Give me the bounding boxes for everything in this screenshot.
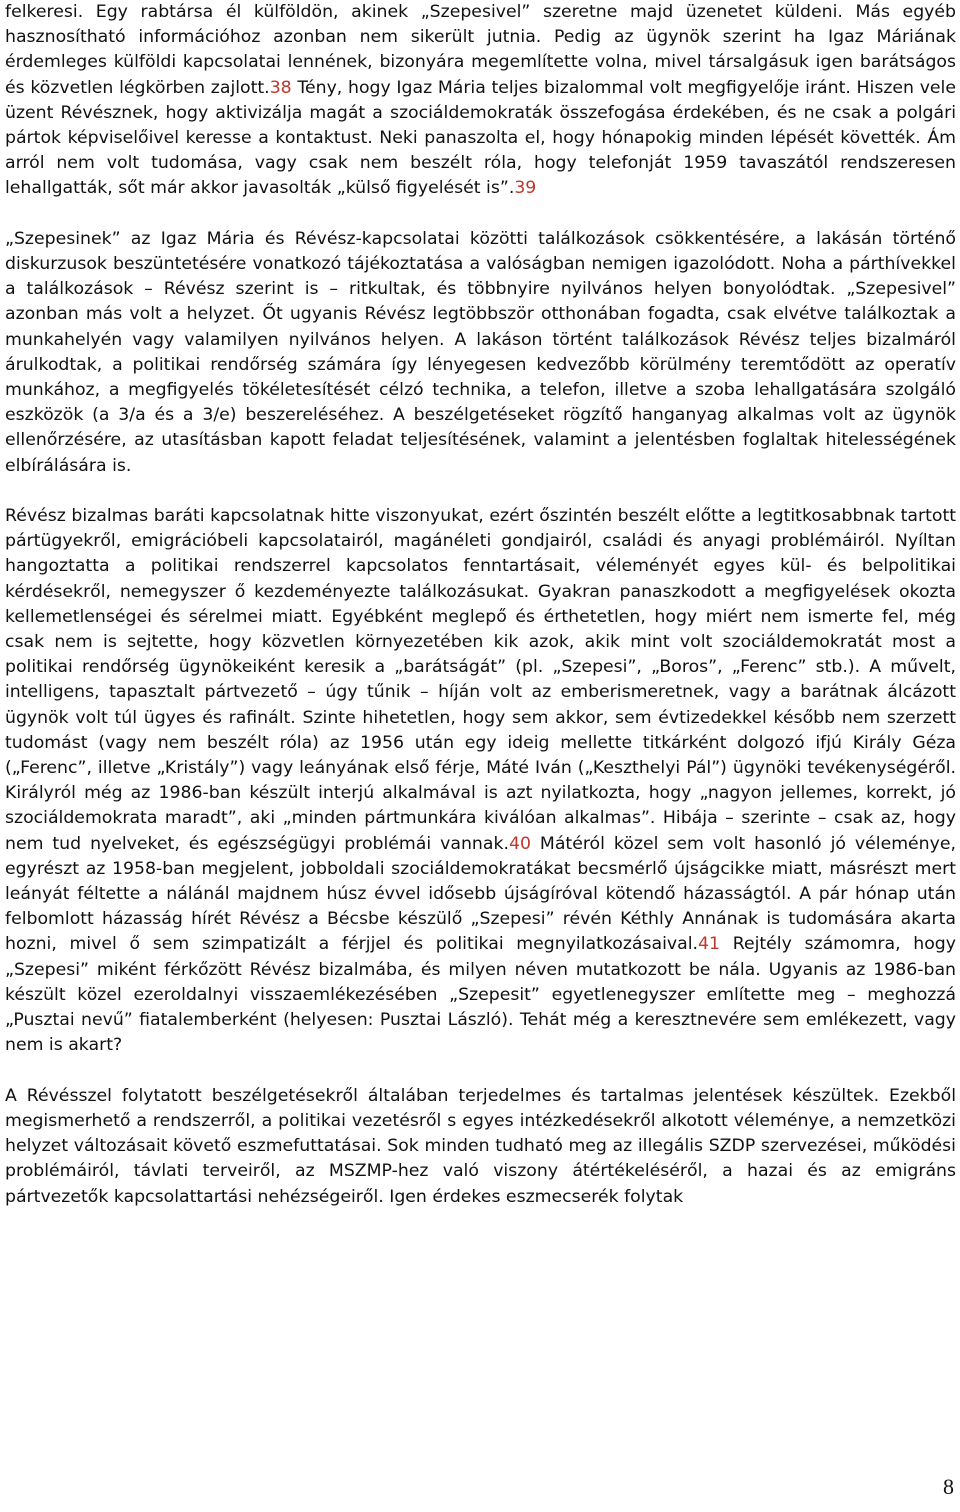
footnote-ref-38[interactable]: 38 — [269, 77, 292, 98]
footnote-ref-41[interactable]: 41 — [698, 934, 721, 955]
paragraph-gap — [5, 479, 956, 504]
paragraph-3-text-b: Mátéról közel sem volt hasonló jó véleménye, egyrészt az 1958-ban megjelent, jobboldali szociáldemokratákat becsmérlő újságcikke miatt, másrészt mert leányát féltette a nálánál majdnem húsz évvel idősebb újságíróval kötendő házasságtól. A pár hónap után felbomlott házasság hírét Révész a Bécsbe készülő „Szepesi” révén Kéthly Annának is tudomására akarta hozni, mivel ő sem szimpatizált a férjjel és politikai megnyilatkozásaival. — [5, 833, 956, 955]
paragraph-1 — [5, 0, 956, 202]
footnote-ref-39[interactable]: 39 — [514, 178, 537, 199]
paragraph-3 — [5, 504, 956, 1058]
paragraph-gap — [5, 202, 956, 227]
paragraph-1-text-b: Tény, hogy Igaz Mária teljes bizalommal volt megfigyelője iránt. Hiszen vele üzent Révésznek, hogy aktivizálja magát a szociáldemokraták összefogása érdekében, és ne csak a polgári pártok képviselőivel keresse a kontaktust. Neki panaszolta el, hogy hónapokig minden lépését követték. Ám arról nem volt tudomása, vagy csak nem beszélt róla, hogy telefonját 1959 tavaszától rendszeresen lehallgatták, sőt már akkor javasolták „külső figyelését is”. — [5, 77, 956, 199]
paragraph-4: A Révésszel folytatott beszélgetésekről általában terjedelmes és tartalmas jelentések készültek. Ezekből megismerhető a rendszerről, a politikai vezetésről s egyes intézkedésekről alkotott véleménye, a nemzetközi helyzet változásait követő eszmefuttatásai. Sok minden tudható meg az illegális SZDP szervezései, működési problémáiról, távlati terveiről, az MSZMP-hez való viszony átértékeléséről, a hazai és az emigráns pártvezetők kapcsolattartási nehézségeiről. Igen érdekes eszmecserék folytak — [5, 1085, 956, 1207]
page-number: 8 — [943, 1474, 954, 1499]
paragraph-3-text-c: Rejtély számomra, hogy „Szepesi” miként férkőzött Révész bizalmába, és milyen néven mutatkozott be nála. Ugyanis az 1986-ban készült közel ezeroldalnyi visszaemlékezésében „Szepesit” egyetlenegyszer említette meg – meghozzá „Pusztai nevű” fiatalemberként (helyesen: Pusztai László). Tehát még a keresztnevére sem emlékezett, vagy nem is akart? — [5, 934, 956, 1056]
paragraph-3-text-a: Révész bizalmas baráti kapcsolatnak hitte viszonyukat, ezért őszintén beszélt előtte a legtitkosabbnak tartott pártügyekről, emigrációbeli kapcsolatairól, magánéleti gondjairól, családi és anyagi problémáiról. Nyíltan hangoztatta a politikai rendszerrel kapcsolatos fenntartásait, véleményét egyes kül- és belpolitikai kérdésekről, nemegyszer ő kezdeményezte találkozásukat. Gyakran panaszkodott a megfigyelések okozta kellemetlenségei és sérelmei miatt. Egyébként meglepő és érthetetlen, hogy miért nem ismerte fel, még csak nem is sejtette, hogy közvetlen környezetében kik azok, akik mint volt szociáldemokratát most a politikai rendőrség ügynökeiként keresik a „barátságát” (pl. „Szepesi”, „Boros”, „Ferenc” stb.). A művelt, intelligens, tapasztalt pártvezető – úgy tűnik – híján volt az emberismeretnek, vagy a barátnak álcázott ügynök volt túl ügyes és rafinált. Szinte hihetetlen, hogy sem akkor, sem évtizedekkel később nem szerzett tudomást (vagy nem beszélt róla) az 1956 után egy ideig mellette titkárként dolgozó ifjú Király Géza („Ferenc”, illetve „Kristály”) vagy leányának első férje, Máté Iván („Keszthelyi Pál”) ügynöki tevékenységéről. Királyról még az 1986-ban készült interjú alkalmával is azt nyilatkozta, hogy „nagyon jellemes, korrekt, jó szociáldemokrata maradt”, aki „minden pártmunkára kiválóan alkalmas”. Hibája – szerinte – csak az, hogy nem tud nyelveket, és egészségügyi problémái vannak. — [5, 506, 956, 854]
footnote-ref-40[interactable]: 40 — [508, 833, 531, 854]
paragraph-2: „Szepesinek” az Igaz Mária és Révész-kapcsolatai közötti találkozások csökkentésére, a lakásán történő diskurzusok beszüntetésére vonatkozó tájékoztatása a valóságban nemigen igazolódott. Noha a párthívekkel a találkozások – Révész szerint is – ritkultak, és többnyire nyilvános helyen bonyolódtak. „Szepesivel” azonban más volt a helyzet. Őt ugyanis Révész legtöbbször otthonában fogadta, csak elvétve találkoztak a munkahelyén vagy valamilyen nyilvános helyen. A lakáson történt találkozások Révész teljes bizalmáról árulkodtak, a politikai rendőrség számára így lényegesen kedvezőbb körülmény teremtődött az operatív munkához, a megfigyelés tökéletesítését célzó technika, a telefon, illetve a szoba lehallgatására szolgáló eszközök (a 3/a és a 3/e) beszereléséhez. A beszélgetéseket rögzítő hanganyag alkalmas volt az ügynök ellenőrzésére, az utasításban kapott feladat teljesítésének, valamint a jelentésben foglaltak hitelességének elbírálására is. — [5, 228, 956, 476]
document-page — [5, 0, 956, 1210]
paragraph-1-text-a: felkeresi. Egy rabtársa él külföldön, akinek „Szepesivel” szeretne majd üzenetet küldeni. Más egyéb hasznosítható információhoz azonban nem sikerült jutnia. Pedig az ügynök szerint ha Igaz Máriának érdemleges külföldi kapcsolatai lennének, bizonyára megemlítette volna, mivel társalgásuk igen barátságos és közvetlen légkörben zajlott. — [5, 2, 956, 98]
paragraph-gap — [5, 1059, 956, 1084]
